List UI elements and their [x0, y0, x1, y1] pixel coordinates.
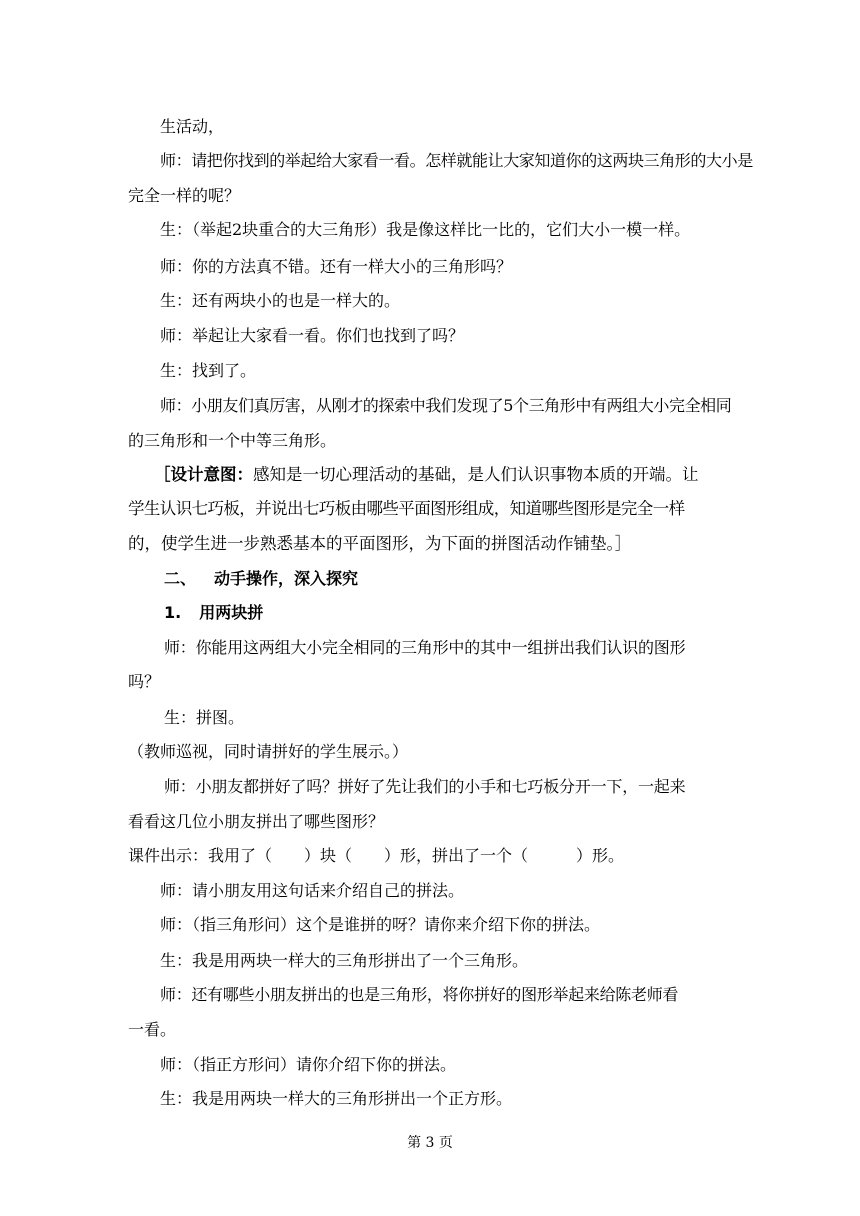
text-line: 吗？ — [128, 672, 161, 691]
text-line: 师：（指三角形问）这个是谁拼的呀？请你来介绍下你的拼法。 — [160, 915, 601, 934]
design-intent-line: 学生认识七巧板，并说出七巧板由哪些平面图形组成，知道哪些图形是完全一样 — [128, 499, 685, 518]
text-line: 生：拼图。 — [164, 708, 245, 727]
design-intent-line — [154, 464, 699, 486]
design-intent-label: ［设计意图： — [154, 465, 253, 484]
subsection-heading — [164, 602, 263, 624]
text-line: 师：还有哪些小朋友拼出的也是三角形，将你拼好的图形举起来给陈老师看 — [160, 985, 679, 1004]
design-intent-text: 感知是一切心理活动的基础，是人们认识事物本质的开端。让 — [253, 465, 699, 484]
text-line: 的三角形和一个中等三角形。 — [128, 431, 337, 450]
text-line: 课件出示：我用了（ ）块（ ）形，拼出了一个（ ）形。 — [128, 846, 625, 865]
section-heading — [164, 568, 358, 590]
text-line: 师：小朋友都拼好了吗？拼好了先让我们的小手和七巧板分开一下，一起来 — [164, 777, 686, 796]
subsection-title: 用两块拼 — [199, 603, 264, 622]
text-line: 看看这几位小朋友拼出了哪些图形？ — [128, 812, 385, 831]
text-line: 师：请把你找到的举起给大家看一看。怎样就能让大家知道你的这两块三角形的大小是 — [160, 151, 753, 170]
text-line: 生：我是用两块一样大的三角形拼出一个正方形。 — [160, 1089, 513, 1108]
text-line: 生活动， — [160, 117, 225, 136]
text-line: 师：你的方法真不错。还有一样大小的三角形吗？ — [160, 257, 513, 276]
text-line: 生：找到了。 — [160, 361, 257, 380]
text-line: 师：举起让大家看一看。你们也找到了吗？ — [160, 326, 465, 345]
text-line: 生：还有两块小的也是一样大的。 — [160, 291, 401, 310]
subsection-number: 1. — [164, 603, 182, 622]
text-line: 一看。 — [128, 1020, 177, 1039]
text-line: 师：请小朋友用这句话来介绍自己的拼法。 — [160, 881, 465, 900]
design-intent-line: 的，使学生进一步熟悉基本的平面图形，为下面的拼图活动作铺垫。］ — [128, 534, 632, 553]
text-line: 师：小朋友们真厉害，从刚才的探索中我们发现了5个三角形中有两组大小完全相同 — [160, 396, 732, 415]
section-title: 动手操作，深入探究 — [214, 569, 359, 588]
text-line: 生：我是用两块一样大的三角形拼出了一个三角形。 — [160, 951, 529, 970]
page-number-footer: 第 3 页 — [407, 1135, 453, 1151]
section-number: 二、 — [164, 569, 197, 588]
text-line: 生：（举起2块重合的大三角形）我是像这样比一比的，它们大小一模一样。 — [160, 220, 691, 239]
text-line: 完全一样的呢？ — [128, 186, 241, 205]
text-line: （教师巡视，同时请拼好的学生展示。） — [128, 742, 409, 761]
text-line: 师：你能用这两组大小完全相同的三角形中的其中一组拼出我们认识的图形 — [164, 638, 686, 657]
text-line: 师：（指正方形问）请你介绍下你的拼法。 — [160, 1055, 457, 1074]
